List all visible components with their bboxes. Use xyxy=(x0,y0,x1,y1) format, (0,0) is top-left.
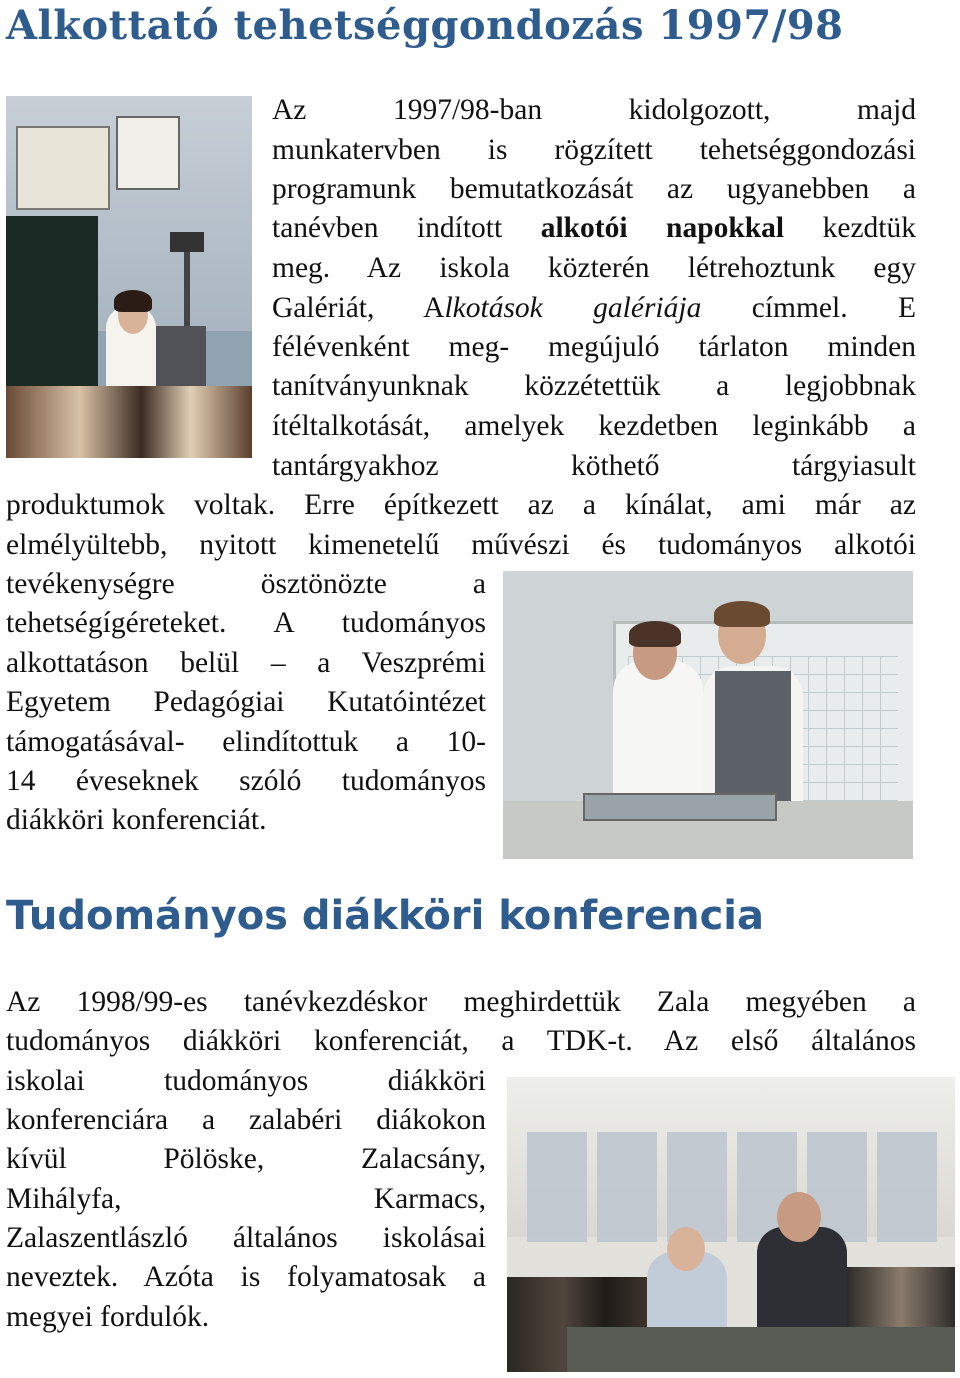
paragraph-line: tanítványunknak közzétettük a legjobbnak xyxy=(272,370,916,402)
bold-phrase: alkotói napokkal xyxy=(540,212,785,244)
page-title: Alkottató tehetséggondozás 1997/98 xyxy=(6,2,844,49)
paragraph-line: munkatervben is rögzített tehetséggondozási xyxy=(272,134,916,166)
text-run: címmel. E xyxy=(701,292,916,324)
paragraph-line: Az 1997/98-ban kidolgozott, majd xyxy=(272,94,916,126)
paragraph-line xyxy=(272,288,916,328)
paragraph-line: 14 éveseknek szóló tudományos xyxy=(6,765,486,797)
italic-phrase: lkotások galériája xyxy=(444,292,702,324)
text-run: Galériát, A xyxy=(272,292,445,324)
paragraph-line: iskolai tudományos diákköri xyxy=(6,1065,486,1097)
paragraph-line: tevékenységre ösztönözte a xyxy=(6,568,486,600)
paragraph-line: Zalaszentlászló általános iskolásai xyxy=(6,1222,486,1254)
paragraph-line: támogatásával- elindítottuk a 10- xyxy=(6,726,486,758)
text-run: kezdtük xyxy=(784,212,916,244)
paragraph-line: Egyetem Pedagógiai Kutatóintézet xyxy=(6,686,486,718)
paragraph-line: neveztek. Azóta is folyamatosak a xyxy=(6,1261,486,1293)
section-heading: Tudományos diákköri konferencia xyxy=(6,893,764,939)
paragraph-line: tudományos diákköri konferenciát, a TDK-t. Az első általános xyxy=(6,1025,916,1057)
paragraph-line: Mihályfa, Karmacs, xyxy=(6,1183,486,1215)
paragraph-line: Az 1998/99-es tanévkezdéskor meghirdettük Zala megyében a xyxy=(6,986,916,1018)
paragraph-line: produktumok voltak. Erre építkezett az a kínálat, ami már az xyxy=(6,489,916,521)
conference-hall-photo xyxy=(507,1077,955,1372)
paragraph-line: kívül Pölöske, Zalacsány, xyxy=(6,1143,486,1175)
text-run: tanévben indított xyxy=(272,212,541,244)
paragraph-line: tantárgyakhoz köthető tárgyiasult xyxy=(272,450,916,482)
paragraph-line xyxy=(272,208,916,248)
paragraph-line: félévenként meg- megújuló tárlaton minden xyxy=(272,331,916,363)
paragraph-line: ítéltalkotását, amelyek kezdetben leginkább a xyxy=(272,410,916,442)
paragraph-line: tehetségígéreteket. A tudományos xyxy=(6,607,486,639)
paragraph-line: diákköri konferenciát. xyxy=(6,804,267,836)
paragraph-line: elmélyültebb, nyitott kimenetelű művészi és tudományos alkotói xyxy=(6,529,916,561)
paragraph-line: meg. Az iskola közterén létrehoztunk egy xyxy=(272,252,916,284)
paragraph-line: programunk bemutatkozását az ugyanebben a xyxy=(272,173,916,205)
paragraph-line: alkottatáson belül – a Veszprémi xyxy=(6,647,486,679)
classroom-projector-photo xyxy=(6,96,252,458)
chemistry-experiment-photo xyxy=(503,571,913,859)
paragraph-line: megyei fordulók. xyxy=(6,1301,210,1333)
paragraph-line: konferenciára a zalabéri diákokon xyxy=(6,1104,486,1136)
